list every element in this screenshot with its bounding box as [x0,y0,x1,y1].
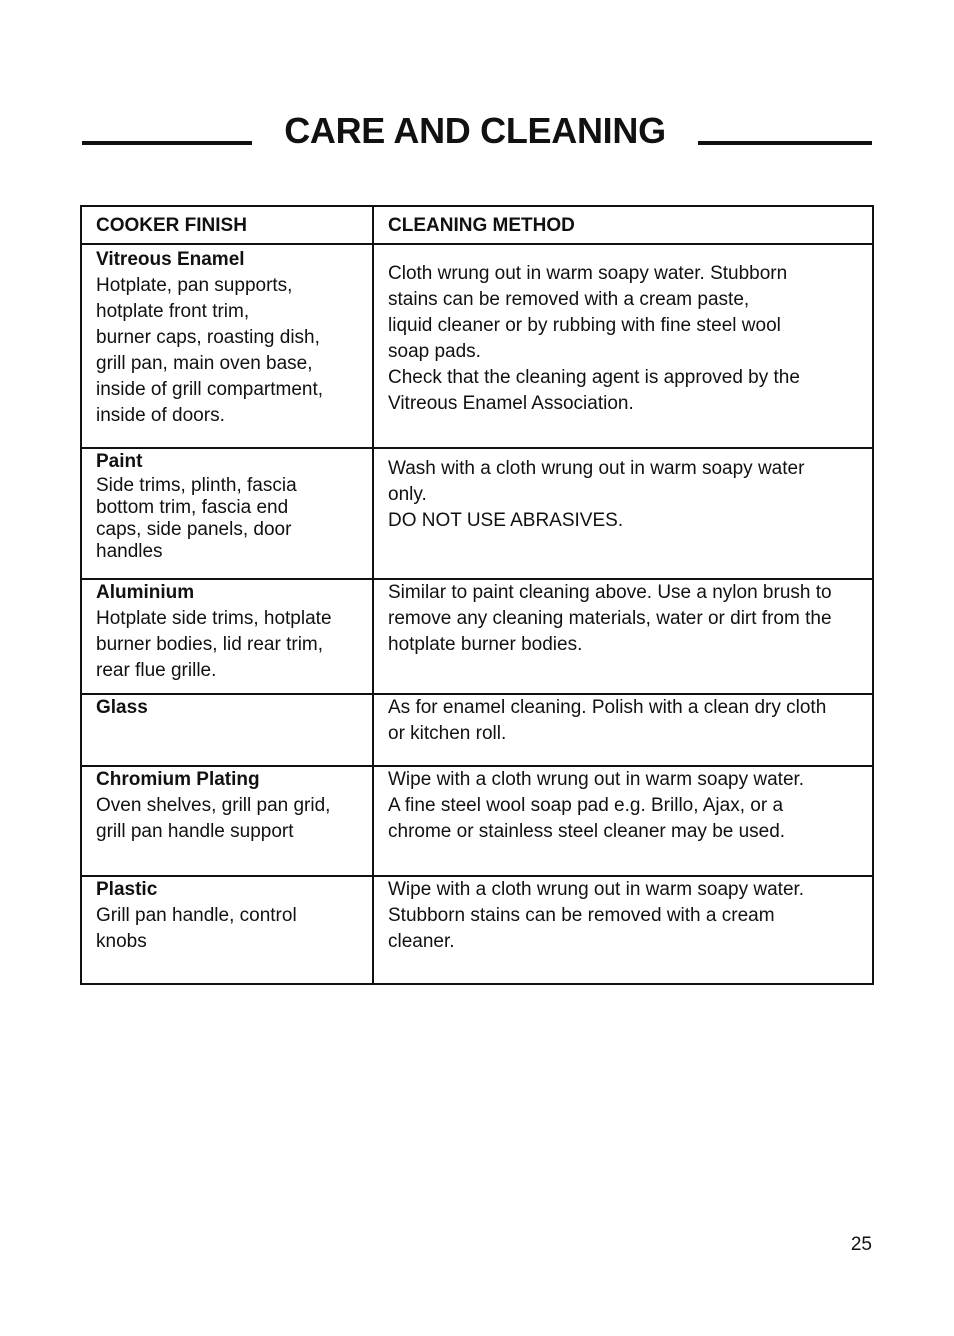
method-line: liquid cleaner or by rubbing with fine steel wool [388,315,781,336]
method-cell [373,876,873,984]
finish-part-line: burner bodies, lid rear trim, [96,634,324,655]
method-line: cleaner. [388,931,455,952]
method-cell [373,579,873,694]
finish-cell [81,244,373,448]
method-line: Wash with a cloth wrung out in warm soapy water [388,458,805,479]
finish-part-line: bottom trim, fascia end [96,497,289,518]
method-cell [373,694,873,766]
table-row [81,244,873,448]
method-cell [373,244,873,448]
table-row [81,448,873,579]
table-header-row [81,206,873,244]
table-row [81,876,873,984]
method-line: remove any cleaning materials, water or dirt from the [388,608,832,629]
method-line: Similar to paint cleaning above. Use a nylon brush to [388,582,832,603]
method-line: soap pads. [388,341,481,362]
title-rule-right [698,141,872,145]
table-row [81,579,873,694]
finish-name: Paint [96,451,143,472]
finish-cell [81,694,373,766]
method-line: Stubborn stains can be removed with a cream [388,905,775,926]
page-number: 25 [850,1234,872,1255]
header-cooker-finish: COOKER FINISH [81,206,373,244]
method-line: A fine steel wool soap pad e.g. Brillo, Ajax, or a [388,795,784,816]
finish-part-line: grill pan, main oven base, [96,353,313,374]
method-cell [373,448,873,579]
finish-name: Glass [96,697,148,718]
finish-part-line: handles [96,541,163,562]
finish-part-line: burner caps, roasting dish, [96,327,320,348]
method-cell [373,766,873,876]
finish-cell [81,448,373,579]
method-line: Wipe with a cloth wrung out in warm soapy water. [388,769,805,790]
header-cleaning-method: CLEANING METHOD [373,206,873,244]
finish-part-line: caps, side panels, door [96,519,292,540]
finish-part-line: Oven shelves, grill pan grid, [96,795,331,816]
care-cleaning-table [80,205,874,985]
finish-part-line: Side trims, plinth, fascia [96,475,297,496]
finish-part-line: Hotplate side trims, hotplate [96,608,332,629]
finish-part-line: rear flue grille. [96,660,217,681]
table-row [81,766,873,876]
finish-cell [81,766,373,876]
finish-name: Plastic [96,879,158,900]
method-line: Vitreous Enamel Association. [388,393,634,414]
finish-part-line: grill pan handle support [96,821,294,842]
method-line: or kitchen roll. [388,723,507,744]
finish-cell [81,579,373,694]
page-title: CARE AND CLEANING [284,110,666,151]
method-line: Wipe with a cloth wrung out in warm soapy water. [388,879,805,900]
method-line: Check that the cleaning agent is approved by the [388,367,800,388]
finish-part-line: inside of grill compartment, [96,379,324,400]
method-line: Cloth wrung out in warm soapy water. Stubborn [388,263,788,284]
finish-part-line: hotplate front trim, [96,301,250,322]
table-row [81,694,873,766]
finish-name: Chromium Plating [96,769,260,790]
finish-part-line: Grill pan handle, control [96,905,297,926]
finish-cell [81,876,373,984]
finish-name: Aluminium [96,582,195,603]
finish-part-line: inside of doors. [96,405,225,426]
title-rule-left [82,141,252,145]
finish-part-line: knobs [96,931,147,952]
finish-name: Vitreous Enamel [96,249,245,270]
method-line: hotplate burner bodies. [388,634,583,655]
finish-part-line: Hotplate, pan supports, [96,275,293,296]
method-line: chrome or stainless steel cleaner may be used. [388,821,786,842]
method-line: DO NOT USE ABRASIVES. [388,510,624,531]
method-line: only. [388,484,427,505]
method-line: As for enamel cleaning. Polish with a clean dry cloth [388,697,827,718]
method-line: stains can be removed with a cream paste, [388,289,750,310]
